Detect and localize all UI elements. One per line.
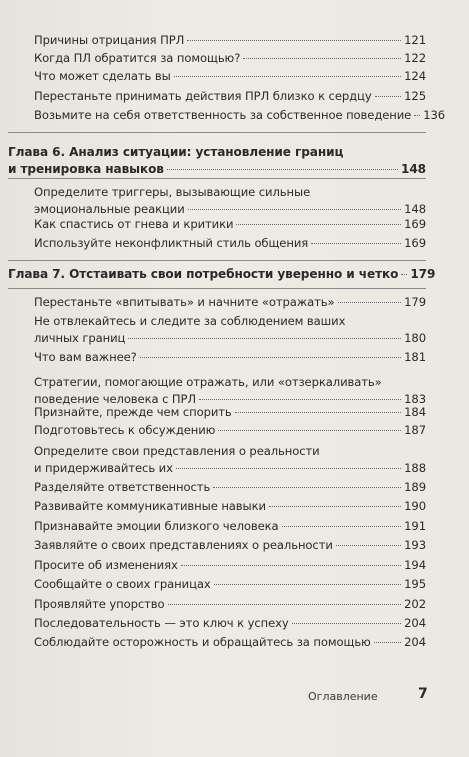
toc-entry-page: 194 — [404, 558, 426, 572]
toc-entry-title: Признайте, прежде чем спорить — [34, 405, 232, 419]
toc-entry-title: Как спастись от гнева и критики — [34, 217, 234, 231]
toc-entry — [34, 32, 426, 49]
leader-dots — [176, 468, 401, 469]
section-divider — [8, 288, 426, 289]
chapter-page: 179 — [410, 267, 436, 281]
toc-entry-page: 136 — [423, 108, 446, 122]
toc-entry — [34, 313, 426, 347]
toc-entry — [34, 596, 426, 613]
toc-entry — [34, 498, 426, 515]
toc-entry-page: 148 — [404, 202, 426, 216]
chapter-heading — [8, 266, 436, 283]
toc-entry-title-line1: Определите триггеры, вызывающие сильные — [34, 185, 311, 199]
toc-entry-title: Соблюдайте осторожность и обращайтесь за помощью — [34, 635, 371, 649]
toc-entry — [34, 537, 426, 554]
running-footer-label: Оглавление — [308, 690, 378, 703]
leader-dots — [128, 338, 401, 339]
toc-entry-title: Что вам важнее? — [34, 350, 137, 364]
toc-entry-title: Сообщайте о своих границах — [34, 577, 211, 591]
toc-entry — [34, 557, 426, 574]
toc-entry — [34, 50, 426, 67]
leader-dots — [401, 274, 407, 275]
leader-dots — [282, 526, 402, 527]
toc-entry-title-line1: Определите свои представления о реальности — [34, 444, 320, 458]
toc-entry — [34, 374, 426, 408]
chapter-title-line2: и тренировка навыков — [8, 162, 164, 176]
leader-dots — [187, 40, 401, 41]
toc-entry-page: 204 — [404, 616, 426, 630]
toc-entry-title: Подготовьтесь к обсуждению — [34, 423, 216, 437]
toc-entry-page: 189 — [404, 480, 426, 494]
toc-entry — [34, 443, 426, 477]
toc-entry-page: 184 — [404, 405, 426, 419]
leader-dots — [167, 169, 398, 170]
leader-dots — [218, 430, 401, 431]
toc-entry-title: Признавайте эмоции близкого человека — [34, 519, 279, 533]
toc-entry-page: 190 — [404, 499, 426, 513]
leader-dots — [181, 565, 401, 566]
leader-dots — [199, 399, 401, 400]
toc-entry-title: Последовательность — это ключ к успеху — [34, 616, 289, 630]
toc-entry — [34, 634, 426, 651]
toc-entry — [34, 404, 426, 421]
toc-entry-page: 125 — [404, 89, 426, 103]
toc-entry-page: 188 — [404, 461, 426, 475]
chapter-title: Глава 7. Отстаивать свои потребности уверенно и четко — [8, 267, 399, 281]
toc-entry-title: Что может сделать вы — [34, 69, 171, 83]
leader-dots — [336, 545, 401, 546]
toc-entry — [34, 107, 446, 124]
leader-dots — [374, 642, 401, 643]
toc-entry-title-line2: эмоциональные реакции — [34, 202, 185, 216]
toc-entry-page: 204 — [404, 635, 426, 649]
toc-entry-title: Когда ПЛ обратится за помощью? — [34, 51, 241, 65]
leader-dots — [140, 357, 401, 358]
toc-entry — [34, 349, 426, 366]
toc-entry-page: 191 — [404, 519, 426, 533]
section-divider — [8, 178, 426, 179]
leader-dots — [375, 96, 402, 97]
toc-entry-page: 187 — [404, 423, 426, 437]
toc-entry — [34, 615, 426, 632]
toc-entry-title: Просите об изменениях — [34, 558, 178, 572]
chapter-heading — [8, 144, 426, 178]
toc-entry-page: 121 — [404, 33, 426, 47]
toc-entry-title: Причины отрицания ПРЛ — [34, 33, 185, 47]
toc-entry-page: 202 — [404, 597, 426, 611]
chapter-page: 148 — [401, 162, 426, 176]
leader-dots — [213, 487, 401, 488]
toc-entry-title: Заявляйте о своих представлениях о реальности — [34, 538, 333, 552]
toc-entry-page: 180 — [404, 331, 426, 345]
toc-entry-title: Используйте неконфликтный стиль общения — [34, 236, 309, 250]
leader-dots — [236, 224, 401, 225]
leader-dots — [243, 58, 401, 59]
toc-entry-title-line2: поведение человека с ПРЛ — [34, 392, 197, 406]
leader-dots — [235, 412, 402, 413]
leader-dots — [214, 584, 402, 585]
toc-entry — [34, 184, 426, 218]
chapter-title-line1: Глава 6. Анализ ситуации: установление границ — [8, 145, 344, 159]
toc-entry-page: 124 — [404, 69, 426, 83]
toc-entry-title-line1: Стратегии, помогающие отражать, или «отзеркаливать» — [34, 375, 382, 389]
toc-entry-page: 181 — [404, 350, 426, 364]
leader-dots — [168, 604, 402, 605]
toc-entry-title: Перестаньте принимать действия ПРЛ близко к сердцу — [34, 89, 372, 103]
toc-entry-page: 193 — [404, 538, 426, 552]
leader-dots — [311, 243, 401, 244]
section-divider — [8, 260, 426, 261]
toc-entry — [34, 216, 426, 233]
toc-entry-page: 169 — [404, 217, 426, 231]
toc-entry — [34, 576, 426, 593]
toc-entry — [34, 88, 426, 105]
leader-dots — [414, 115, 420, 116]
toc-entry-page: 169 — [404, 236, 426, 250]
toc-entry-title-line1: Не отвлекайтесь и следите за соблюдением ваших — [34, 314, 346, 328]
toc-entry — [34, 479, 426, 496]
toc-entry-page: 183 — [404, 392, 426, 406]
toc-entry-title: Проявляйте упорство — [34, 597, 165, 611]
toc-entry-page: 122 — [404, 51, 426, 65]
section-divider — [8, 132, 426, 133]
leader-dots — [338, 302, 402, 303]
toc-entry-title: Возьмите на себя ответственность за собственное поведение — [34, 108, 412, 122]
toc-entry — [34, 68, 426, 85]
toc-entry — [34, 294, 426, 311]
toc-entry-title: Развивайте коммуникативные навыки — [34, 499, 266, 513]
toc-entry-page: 195 — [404, 577, 426, 591]
toc-entry — [34, 235, 426, 252]
leader-dots — [292, 623, 401, 624]
page-number: 7 — [418, 686, 428, 702]
toc-entry-title: Разделяйте ответственность — [34, 480, 211, 494]
toc-entry — [34, 518, 426, 535]
toc-entry — [34, 422, 426, 439]
leader-dots — [174, 76, 402, 77]
toc-entry-title: Перестаньте «впитывать» и начните «отражать» — [34, 295, 335, 309]
toc-entry-title-line2: и придерживайтесь их — [34, 461, 173, 475]
toc-entry-page: 179 — [404, 295, 426, 309]
toc-entry-title-line2: личных границ — [34, 331, 126, 345]
leader-dots — [188, 209, 401, 210]
leader-dots — [269, 506, 401, 507]
